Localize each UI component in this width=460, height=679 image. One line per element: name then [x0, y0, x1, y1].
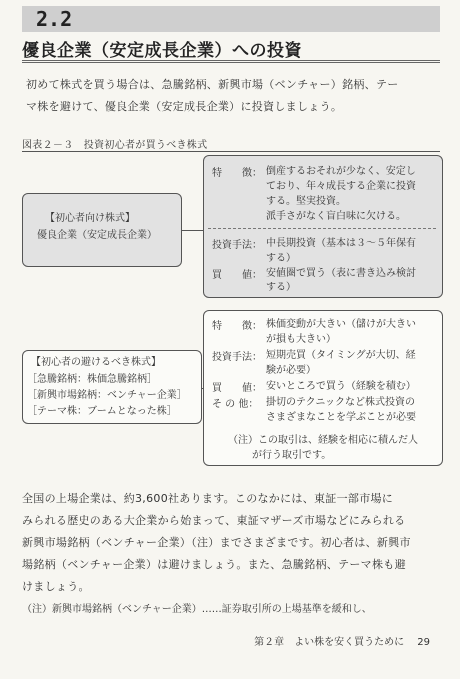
- avoid-note-line-2: が行う取引です。: [252, 450, 332, 461]
- avoid-item-3: ［テーマ株：ブームとなった株］: [27, 406, 177, 417]
- intro-line-1: 初めて株式を買う場合は、急騰銘柄、新興市場（ベンチャー）銘柄、テー: [26, 78, 399, 91]
- avoid-buy-label: 買 値：: [212, 383, 262, 394]
- figure-rule: [22, 151, 440, 152]
- beginner-buy-line-1: 安値圏で買う（表に書き込み検討: [266, 268, 416, 279]
- body-line-2: みられる歴史のある大企業から始まって、東証マザーズ市場などにみられる: [22, 514, 406, 527]
- page-footer: [254, 633, 430, 648]
- page-number: 29: [417, 637, 430, 648]
- avoid-feature-line-2: が損も大きい）: [266, 334, 336, 345]
- avoid-method-line-2: 験が必要）: [266, 365, 316, 376]
- avoid-stock-box: [22, 350, 202, 424]
- connector-beginner: [182, 230, 204, 231]
- beginner-feature-line-3: する。堅実投資。: [266, 196, 346, 207]
- beginner-detail-box: [203, 155, 443, 298]
- avoid-other-line-1: 掛切のテクニックなど株式投資の: [266, 397, 415, 408]
- intro-line-2: マ株を避けて、優良企業（安定成長企業）に投資しましょう。: [26, 100, 343, 113]
- beginner-buy-label: 買 値：: [212, 270, 262, 281]
- beginner-feature-line-4: 派手さがなく盲白味に欠ける。: [266, 211, 406, 222]
- beginner-feature-line-2: ており、年々成長する企業に投資: [266, 181, 416, 192]
- beginner-heading: 【初心者向け株式】: [45, 213, 135, 224]
- avoid-item-1: ［急騰銘柄：株価急騰銘柄］: [27, 374, 157, 385]
- avoid-detail-box: [203, 310, 443, 466]
- beginner-buy-line-2: する）: [266, 282, 296, 293]
- avoid-method-line-1: 短期売買（タイミングが大切、経: [266, 350, 416, 361]
- section-number: 2.2: [22, 6, 440, 32]
- body-line-3: 新興市場銘柄（ベンチャー企業）（注）までさまざまです。初心者は、新興市: [22, 536, 411, 549]
- avoid-item-2: ［新興市場銘柄：ベンチャー企業］: [27, 390, 187, 401]
- body-line-1: 全国の上場企業は、約3,600社あります。このなかには、東証一部市場に: [22, 492, 394, 505]
- avoid-feature-line-1: 株価変動が大きい（儲けが大きい: [266, 319, 416, 330]
- beginner-feature-label: 特 徴：: [212, 168, 262, 179]
- beginner-method-label: 投資手法：: [212, 240, 262, 251]
- avoid-feature-label: 特 徴：: [212, 321, 262, 332]
- avoid-note-line-1: （注）この取引は、経験を相応に積んだ人: [228, 435, 418, 446]
- avoid-buy-line-1: 安いところで買う（経験を積む）: [266, 381, 416, 392]
- beginner-divider: [208, 228, 436, 229]
- avoid-method-label: 投資手法：: [212, 352, 262, 363]
- footer-chapter: 第２章 よい株を安く買うために: [254, 637, 405, 648]
- beginner-feature-line-1: 倒産するおそれが少なく、安定し: [266, 166, 416, 177]
- title-rule: [22, 60, 440, 63]
- avoid-heading: 【初心者の避けるべき株式】: [31, 357, 161, 368]
- figure-caption: 図表２－３ 投資初心者が買うべき株式: [22, 140, 208, 151]
- beginner-method-line-1: 中長期投資（基本は３～５年保有: [266, 238, 416, 249]
- body-line-4: 場銘柄（ベンチャー企業）は避けましょう。また、急騰銘柄、テーマ株も避: [22, 558, 406, 571]
- beginner-content: 優良企業（安定成長企業）: [37, 230, 157, 241]
- beginner-method-line-2: する）: [266, 253, 296, 264]
- avoid-other-line-2: さまざまなことを学ぶことが必要: [266, 412, 416, 423]
- body-line-5: けましょう。: [22, 580, 90, 593]
- footnote: （注）新興市場銘柄（ベンチャー企業）……証券取引所の上場基準を緩和し、: [22, 604, 372, 615]
- avoid-other-label: そ の 他：: [212, 399, 259, 410]
- section-title: 優良企業（安定成長企業）への投資: [22, 41, 302, 61]
- beginner-stock-box: [22, 193, 182, 267]
